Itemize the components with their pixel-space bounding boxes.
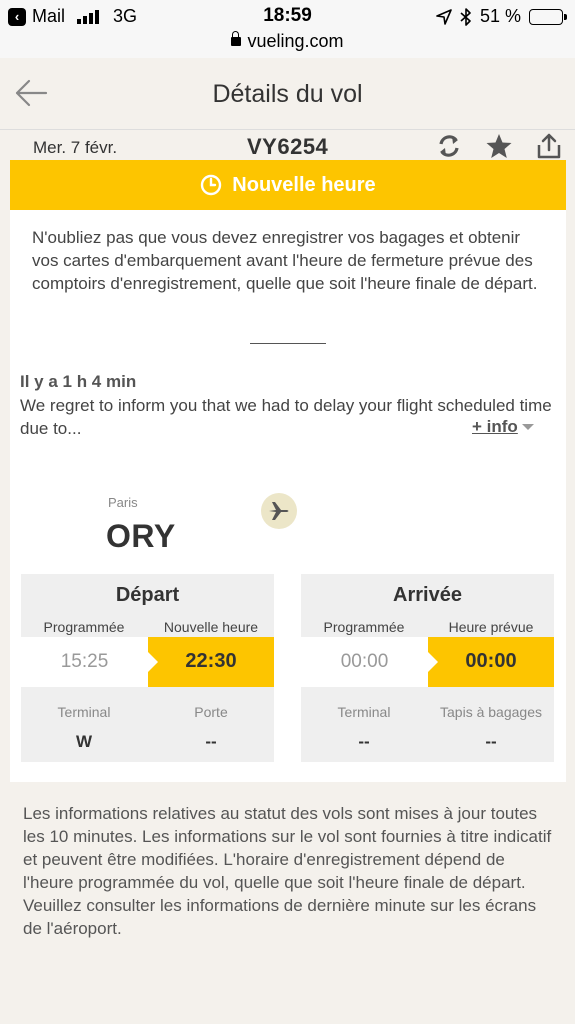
arrival-panel (301, 574, 554, 762)
departure-terminal: W (75, 732, 93, 751)
departure-terminal-label: Terminal (57, 704, 111, 720)
clock-icon (200, 174, 222, 196)
arrival-expected-label: Heure prévue (448, 619, 534, 635)
arrival-baggage: -- (485, 732, 497, 751)
checkin-notice: N'oubliez pas que vous devez enregistrer vos bagages et obtenir vos cartes d'embarquement avant l'heure de fermeture prévue des comptoirs d'enregistrement, quelle que soit l'heure finale de départ. (32, 228, 538, 293)
refresh-icon[interactable] (435, 132, 463, 160)
new-time-banner (10, 160, 566, 210)
chevron-down-icon (522, 424, 534, 430)
origin-airport-code: ORY (106, 518, 176, 554)
battery-icon (529, 9, 563, 25)
more-info-label: + info (472, 417, 518, 436)
departure-gate-label: Porte (194, 704, 228, 720)
flight-number: VY6254 (247, 134, 329, 159)
page-header (0, 58, 575, 130)
airplane-icon (261, 493, 297, 529)
divider (250, 343, 326, 344)
flight-date: Mer. 7 févr. (33, 138, 118, 157)
lock-icon (231, 37, 241, 46)
departure-scheduled-label: Programmée (43, 619, 125, 635)
departure-scheduled-time: 15:25 (21, 637, 148, 687)
network-type: 3G (113, 6, 138, 26)
departure-title: Départ (115, 584, 180, 606)
status-right (436, 6, 563, 27)
arrival-terminal: -- (358, 732, 370, 751)
departure-new-time: 22:30 (148, 637, 274, 687)
update-time-ago: Il y a 1 h 4 min (20, 372, 137, 391)
banner-text: Nouvelle heure (232, 173, 376, 196)
favorite-star-icon[interactable] (485, 132, 513, 160)
arrival-baggage-label: Tapis à bagages (440, 704, 542, 720)
origin-city: Paris (108, 495, 138, 510)
arrival-scheduled-time: 00:00 (301, 637, 428, 687)
url-text: vueling.com (247, 31, 344, 51)
arrival-expected-time: 00:00 (428, 637, 554, 687)
arrival-scheduled-label: Programmée (323, 619, 405, 635)
bluetooth-icon (460, 8, 472, 26)
flight-status-card (10, 160, 566, 782)
back-to-app-icon[interactable]: ‹ (8, 8, 26, 26)
back-app-label[interactable]: Mail (32, 6, 66, 26)
battery-percent: 51 % (479, 6, 521, 26)
status-bar (0, 0, 575, 58)
arrival-title: Arrivée (393, 584, 462, 606)
departure-new-time-label: Nouvelle heure (163, 619, 259, 635)
share-icon[interactable] (535, 132, 563, 160)
page-title: Détails du vol (212, 80, 363, 108)
departure-panel (21, 574, 274, 762)
arrival-terminal-label: Terminal (337, 704, 391, 720)
departure-gate: -- (205, 732, 217, 751)
disclaimer-text: Les informations relatives au statut des vols sont mises à jour toutes les 10 minutes. Les informations sur le vol sont fournies à titre indicatif et peuvent être modifiées. L'horaire d'enregistrement dépend de l'heure programmée du vol, quelle que soit l'heure finale de départ. Veuillez consulter les informations de dernière minute sur les écrans de l'aéroport. (23, 804, 552, 938)
flight-actions (435, 132, 563, 160)
url-bar[interactable] (0, 31, 575, 52)
more-info-link[interactable] (472, 417, 534, 437)
status-time: 18:59 (263, 5, 312, 26)
location-icon (436, 9, 452, 25)
delay-message: We regret to inform you that we had to delay your flight scheduled time due to... (20, 396, 552, 438)
flight-summary (0, 130, 575, 160)
